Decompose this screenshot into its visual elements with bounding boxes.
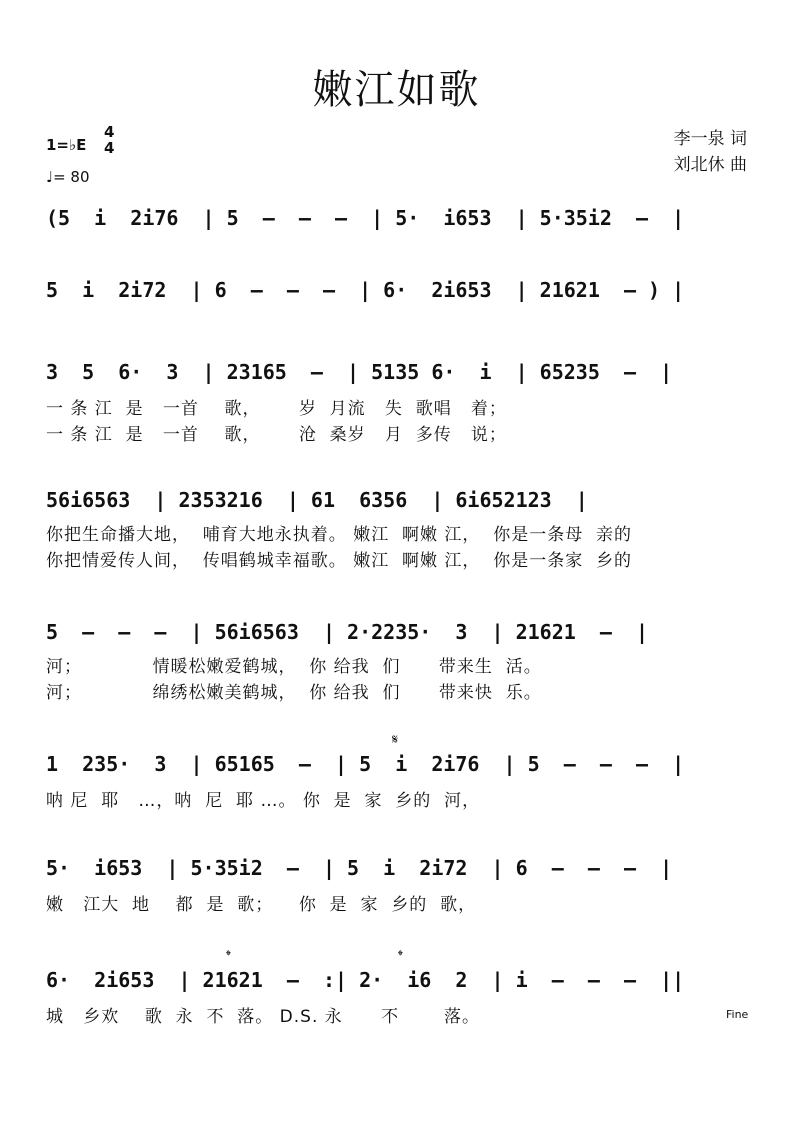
- score-row-7: [0, 856, 793, 916]
- lyrics-verse-1: 嫩 江大 地 都 是 歌； 你 是 家 乡的 歌，: [46, 895, 477, 915]
- notation-line: 5 – – – | 56i6563 | 2·2235· 3 | 21621 – |: [46, 620, 649, 644]
- notation-line: 6· 2i653 | 21621 – :| 2· i6 2 | i – – – ||: [46, 968, 685, 992]
- segno-icon: 𝄋: [392, 732, 399, 748]
- key-signature: [46, 136, 86, 154]
- score-row-5: [0, 620, 793, 703]
- time-signature: [104, 124, 114, 156]
- tempo-marking: ♩= 80: [46, 168, 90, 186]
- lyrics-verse-2: 河； 绵绣松嫩美鹤城， 你 给我 们 带来快 乐。: [46, 683, 542, 703]
- score-row-6: [0, 752, 793, 812]
- score-row-3: [0, 360, 793, 445]
- key-label: 1=♭E: [46, 136, 87, 154]
- composer: 刘北休 曲: [673, 155, 747, 175]
- notation-line: 1 235· 3 | 65165 – | 5 i 2i76 | 5 – – – |: [46, 752, 685, 776]
- lyrics-verse-1: 你把生命播大地， 哺育大地永执着。 嫩江 啊嫩 江， 你是一条母 亲的: [46, 525, 633, 545]
- time-sig-bottom: 4: [104, 139, 115, 157]
- notation-line: 56i6563 | 2353216 | 61 6356 | 6i652123 |: [46, 488, 588, 512]
- coda-icon: 𝄌: [398, 948, 403, 964]
- credits: [674, 126, 747, 178]
- lyrics-verse-2: 你把情爱传人间， 传唱鹤城幸福歌。 嫩江 啊嫩 江， 你是一条家 乡的: [46, 551, 633, 571]
- fine-marking: Fine: [726, 1008, 749, 1021]
- notation-line: 5 i 2i72 | 6 – – – | 6· 2i653 | 21621 – ) |: [46, 278, 685, 302]
- lyrics-verse-1: 河； 情暖松嫩爱鹤城， 你 给我 们 带来生 活。: [46, 657, 542, 677]
- notation-line: 3 5 6· 3 | 23165 – | 5135 6· i | 65235 – |: [46, 360, 673, 384]
- score-row-8: [0, 968, 793, 1028]
- lyrics-verse-1: 呐 尼 耶 …，呐 尼 耶 …。 你 是 家 乡的 河，: [46, 791, 481, 811]
- lyrics-verse-1: 一 条 江 是 一首 歌， 岁 月流 失 歌唱 着；: [46, 399, 507, 419]
- lyrics-verse-2: 一 条 江 是 一首 歌， 沧 桑岁 月 多传 说；: [46, 425, 507, 445]
- score-row-2: [0, 278, 793, 338]
- lyrics-verse-1: 城 乡欢 歌 永 不 落。 D.S. 永 不 落。: [46, 1007, 480, 1027]
- score-row-1: [0, 206, 793, 266]
- page-title: 嫩江如歌: [312, 67, 481, 113]
- score-row-4: [0, 488, 793, 571]
- notation-line: (5 i 2i76 | 5 – – – | 5· i653 | 5·35i2 – |: [46, 206, 685, 230]
- time-sig-top: 4: [104, 123, 115, 141]
- coda-icon: 𝄌: [226, 948, 231, 964]
- lyricist: 李一泉 词: [673, 129, 747, 149]
- notation-line: 5· i653 | 5·35i2 – | 5 i 2i72 | 6 – – – |: [46, 856, 673, 880]
